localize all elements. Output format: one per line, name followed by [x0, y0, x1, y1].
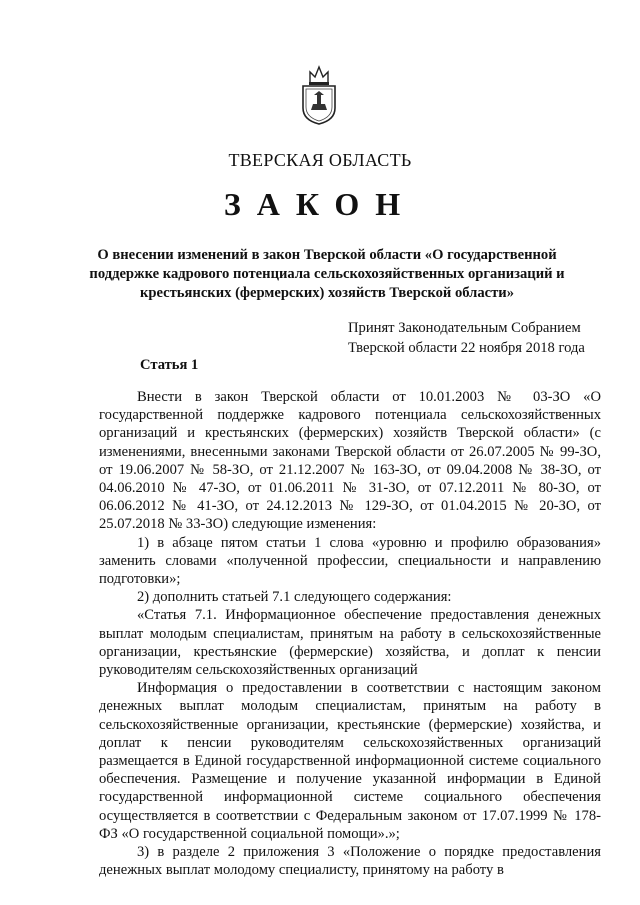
region-name: ТВЕРСКАЯ ОБЛАСТЬ — [228, 150, 412, 170]
paragraph: Внести в закон Тверской области от 10.01.2003 № 03-ЗО «О государственной поддержке кадрового потенциала сельскохозяйственных организаций и крестьянских (фермерских) хозяйств Тверской области» (с изменениями, внесенными законами Тверской области от 26.07.2005 № 99-ЗО, от 19.06.2007 № 58-ЗО, от 21.12.2007 № 163-ЗО, от 09.04.2008 № 38-ЗО, от 04.06.2010 № 47-ЗО, от 01.06.2011 № 31-ЗО, от 07.12.2011 № 80-ЗО, от 06.06.2012 № 41-ЗО, от 24.12.2013 № 129-ЗО, от 01.04.2015 № 20-ЗО, от 25.07.2018 № 33-ЗО) следующие изменения: — [99, 389, 601, 533]
paragraph: 1) в абзаце пятом статьи 1 слова «уровню и профилю образования» заменить словами «полученной профессии, специальности и направлению подготовки»; — [99, 534, 601, 588]
adoption-line: Тверской области 22 ноября 2018 года — [348, 340, 585, 356]
law-title: О внесении изменений в закон Тверской области «О государственной поддержке кадрового потенциала сельскохозяйственных организаций и крестьянских (фермерских) хозяйств Тверской области» — [89, 247, 565, 301]
document-type: ЗАКОН — [223, 186, 417, 222]
coat-of-arms-icon — [300, 64, 338, 126]
adoption-note — [348, 318, 585, 358]
article-body — [99, 388, 601, 879]
paragraph: 3) в разделе 2 приложения 3 «Положение о порядке предоставления денежных выплат молодому специалисту, принятому на работу в — [99, 844, 601, 879]
paragraph: Информация о предоставлении в соответствии с настоящим законом денежных выплат молодым специалистам, принятым на работу в сельскохозяйственные организации, крестьянские (фермерские) хозяйства, и доплат к пенсии руководителям сельскохозяйственных организаций размещается в Единой государственной информационной системе социального обеспечения. Размещение и получение указанной информации в Единой государственной информационной системе социального обеспечения осуществляется в соответствии с Федеральным законом от 17.07.1999 № 178-ФЗ «О государственной социальной помощи».»; — [99, 680, 601, 842]
paragraph: «Статья 7.1. Информационное обеспечение предоставления денежных выплат молодым специалистам, принятым на работу в сельскохозяйственные организации, крестьянские (фермерские) хозяйства, и доплат к пенсии руководителям сельскохозяйственных организаций — [99, 607, 601, 679]
adoption-line: Принят Законодательным Собранием — [348, 320, 581, 336]
paragraph: 2) дополнить статьей 7.1 следующего содержания: — [137, 589, 452, 606]
article-heading: Статья 1 — [140, 357, 199, 373]
